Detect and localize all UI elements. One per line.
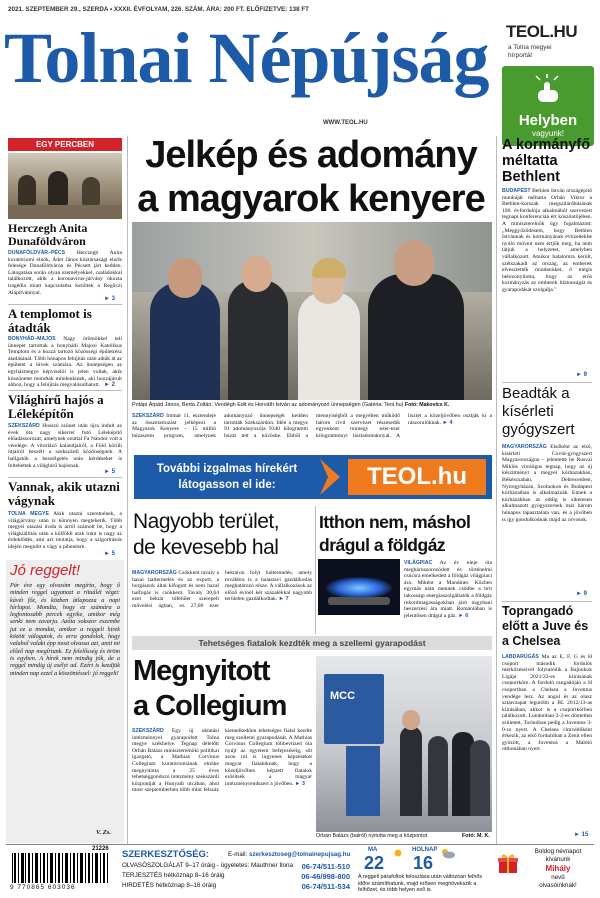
nameday-text-2: kívánunk — [545, 856, 571, 863]
hal-headline-2[interactable]: de kevesebb hal — [133, 536, 279, 559]
jo-reggelt-title: Jó reggelt! — [10, 562, 81, 579]
story-hajos-headline[interactable]: Világhírű hajós a Léleképítőn — [8, 392, 104, 421]
editorial-title: SZERKESZTŐSÉG: — [122, 849, 210, 860]
jo-reggelt-author: V. Zs. — [96, 829, 111, 836]
collegium-headline-2[interactable]: a Collegium — [133, 690, 287, 722]
gyogyszer-headline[interactable]: Beadták a kísérleti gyógyszert — [502, 385, 575, 438]
egy-percben-label: EGY PERCBEN — [8, 138, 122, 151]
barcode — [10, 853, 110, 887]
story-templom-headline[interactable]: A templomot is átadták — [8, 306, 92, 335]
story-herczegh-body: DUNAFÖLDVÁR–PÉCS Herczegh Anita kuratóriumi elnök, Áder János köztársasági elnök felesége Dunaföldváron és Pécsett járt kedden. Látogatása során olyan személyekkel, családokkal találkozott, akik a koronavírus-járvány okozta tragédia miatt kapcsolatba kerültek a Regőczi Alapítvánnyal. — [8, 250, 122, 296]
story-utazni-page[interactable]: ► 5 — [104, 551, 115, 557]
juve-headline[interactable]: Toprangadó előtt a Juve és a Chelsea — [502, 604, 589, 648]
collegium-caption: Orbán Balázs (balról) nyitotta meg a központot — [316, 833, 428, 839]
fold-body-right: VILÁGPIAC Az év eleje óta meghároszorozódott és történelmi csúcsra emelkedett a földgáz világpiaci ára. Miként a Mandiner. Közben egymás után mennek csődbe a brit lakossági energiaszolgáltatók a földgáz rekordmagasságokban járó nagybani beszerzési ára miatt. Romániában is jelentősen drágul a gáz. ► 6 — [404, 560, 492, 619]
sun-icon — [392, 846, 404, 858]
contact-row-2: TERJESZTÉS hétköznap 8–16 óráig 06-46/998-800 — [122, 872, 350, 881]
jo-reggelt-body: Pár éve egy olvasóm megírta, hogy ő minden reggel ugyanazt a rituálét végzi: kávét főz, és közben átlapozza a napi hírlapot. Mondta, hogy ez számára a legfontosabb percek egyike, amikor még senki nem zavarja. Azóta sokszor eszembe jut ez a mondat, amikor a reggeli hírek között válogatok, és arra gondolok, hogy valahol valaki épp most olvassa azt, amit mi előző nap megírtunk. Ez felelősség és öröm is egyben. A hírek nem mindig jók, de a reggel mindig új esélyt ad. Ezért is kezdjük minden nap ezzel a köszöntéssel: jó reggelt! — [10, 582, 120, 677]
bethlen-body: BUDAPEST Bethlen István országépítő munkáját méltatta Orbán Viktor a Bethlen-korszak megszilárdításának 100. évfordulója alkalmából szervezett tegnapi konferencián ért köszöntőjében. A miniszterelnök úgy fogalmazott: „Meggyőződésem, hogy Bethlen Istvánnak és kormányának évtizedekbe nyúló műveit nem értjük meg, ha nem látjuk a helyzetet, amelyben vállalkozott. Amikor hatalomra került, szétszakadt az ország, az emberek elvesztették mindenüket, ő mégis bebizonyította, hogy az erős kormányzás az emberek biztonságát és gyarapodását szolgálja.” — [502, 188, 592, 293]
juve-page[interactable]: ► 15 — [574, 832, 589, 838]
nameday-text-1: Boldog névnapot — [534, 848, 582, 855]
story-hajos-page[interactable]: ► 5 — [104, 469, 115, 475]
story-templom-body: BONYHÁD–MAJOS Nagy örömökkel teli ünnepet tartottak a bonyhádi Majosi Katolikus Templom és a hozzá tartozó közösségi épületrész átadásánál. Több hónapos felújítás után adták át az épületet a hívek számára. Az ünnepségen az egyházmegye képviselői is jelen voltak, akik köszönetet mondtak mindenkinek, aki hozzájárult ahhoz, hogy a felújítás megvalósulhatott. — [8, 336, 123, 389]
masthead-title: Tolnai Népújság — [4, 18, 489, 98]
contact-row-1: OLVASÓSZOLGÁLAT 9–17 óráig - ügyeletes: Mauthner Ilona 06-74/511-510 — [122, 862, 350, 871]
story-herczegh-headline[interactable]: Herczegh Anita Dunaföldváron — [8, 221, 88, 248]
bethlen-headline[interactable]: A kormányfő méltatta Bethlent — [502, 137, 591, 185]
weather-tomorrow-label: HOLNAP — [412, 847, 438, 853]
dateline: 2021. SZEPTEMBER 29., SZERDA • XXXII. ÉVFOLYAM, 226. SZÁM. ÁRA: 200 FT. ELŐFIZETVE: 138 FT — [8, 6, 310, 13]
helyben-text: Helyben — [518, 112, 578, 129]
promo-arrow-icon — [316, 459, 344, 495]
collegium-credit: Fotó: M. K. — [462, 833, 490, 839]
weather-today-label: MA — [368, 847, 378, 853]
teol-box[interactable] — [502, 22, 594, 144]
promo-text-1: További izgalmas hírekért — [156, 463, 298, 475]
hal-headline-1[interactable]: Nagyobb terület, — [133, 510, 280, 533]
barcode-number: 21226 — [92, 846, 109, 852]
gyogyszer-page[interactable]: ► 9 — [576, 591, 587, 597]
story-hajos-body: SZEKSZÁRD Hosszú szünet után újra indult az évek óta nagy sikerrel futó Léleképítő előadássorozat, amelynek ezúttal Fa Nándor volt a vendége. A vitorlázó kalandjairól, a Föld körüli útjairól beszélt a szekszárdi közönségnek. A hallgatók a beszélgetés után kérdéseket is feltehettek a világhírű hajósnak. — [8, 423, 122, 469]
nameday-name: Mihály — [545, 864, 571, 873]
main-photo — [132, 222, 492, 400]
masthead-url[interactable]: WWW.TEOL.HU — [323, 120, 368, 126]
story-utazni-body: TOLNA MEGYE Akik utazni szeretnének, a világjárvány után is könnyen megtehetik. Több megyei utazási iroda is arról számolt be, hogy a világkiállítás után a külföldi utak iránt is nagy az érdeklődés, ami azt mutatja, hogy a szigorítások idején megnőtt a vágy a pihenésre. — [8, 511, 122, 550]
bethlen-page[interactable]: ► 9 — [576, 372, 587, 378]
barcode-digits: 9 770865 603036 — [10, 884, 76, 891]
collegium-body: SZEKSZÁRD Egy új oktatási intézménnyel gyarapodott Tolna megye székhelye. Tegnap délelőtt Orbán Balázs miniszterelnöki politikai igazgató, a Mathias Corvinus Collegium kuratóriumának elnöke megnyitotta a 25 éves tehetséggondozó intézmény szekszárdi központját a Hunyadi utcában, ahol most szeptemberben több mint felszáz kiemelkedően tehetséges fiatal kezdte meg szellemi gyarapodását. A Mathias Corvinus Collegium többevtized óta nyújt az egyetem befejezéséig, sőt azon túl is ingyenes képzéseket magyar fiataloknak, hogy a közeljövőben képzett fiatalok erősítsék a magyar intézményrendszert a jövőben. ► 3 — [132, 728, 312, 794]
contact-row-3: HIRDETÉS hétköznap 8–16 óráig 06-74/511-534 — [122, 882, 350, 891]
main-headline-2[interactable]: a magyarok kenyere — [137, 178, 485, 220]
gyogyszer-body: MAGYARORSZÁG Elsőként az első, kísérleti Covid-gyógyszert Magyarországon – jelentette be Rusvai Miklós virológus tegnap, hogy az új készítményt a megyei kórházakban, Békéscsabán, Debrecenben, Nyíregyházán, Szolnokon és Budapest kórházaiban is alkalmazzák. Ennek a kórházakban az eddig is sikeresen alkalmazott gyógyszernek már három hónapos tapasztalata van, és a jövőben is így gondolkodnak majd az orvosok. — [502, 444, 592, 523]
collegium-photo: MCC — [316, 656, 492, 832]
teol-promo-banner[interactable] — [134, 455, 492, 499]
teol-logo: TEOL.HU — [506, 22, 578, 41]
herczegh-photo — [8, 153, 122, 219]
promo-text-2: látogasson el ide: — [178, 479, 276, 491]
collegium-headline-1[interactable]: Megnyitott — [133, 655, 270, 687]
weather-text: A reggeli párafoltok feloszlása után változóan felhős időre számíthatunk, majd erősen megnövekszik a felhőzet, és több helyen eső is. — [358, 874, 483, 894]
helyben-badge[interactable] — [502, 66, 594, 146]
hal-body: MAGYARORSZÁG Csökkent tavaly a hazai haltermelés és az export, a horgászok által kifogott és nem hazai halfogás is csökkent. Tavaly 30,64 ezer hektár tófelület szerepelt művelési ágban, ez 27,06 ezer hektáron folyt haltermelés, amely továbbra is a halastavi gazdálkodás meghatározó része. A vállalkozások az előző évinél két százalékkal nagyobb területen gazdálkodtak. ► 7 — [132, 570, 312, 609]
story-templom-page[interactable]: ► 2 — [104, 382, 115, 388]
fold-headline-1[interactable]: Itthon nem, máshol — [319, 512, 471, 532]
fold-headline-2[interactable]: drágul a földgáz — [319, 535, 446, 555]
weather-tomorrow-temp: 16 — [413, 853, 434, 873]
hand-tap-icon — [534, 74, 562, 104]
editorial-email[interactable]: E-mail: szerkesztoseg@tolnainepujsag.hu — [228, 851, 351, 858]
teol-tagline: a Tolna megyei hírportál — [508, 44, 552, 59]
story-utazni-headline[interactable]: Vannak, akik utazni vágynak — [8, 479, 120, 508]
main-headline-1[interactable]: Jelkép és adomány — [145, 134, 477, 176]
collegium-kicker: Tehetséges fiatalok kezdték meg a szellemi gyarapodást — [132, 636, 492, 650]
juve-body: LABDARÚGÁS Ma az E, F, G és H csoport második fordulós mérkőzéseivel folytatódik a Bajnokok Ligája 2021/22-es kiírásának csoportköre. A forduló rangadóján a H csoportban a Chelsea a Juventus vendége lesz. Az angol és az olasz sztárcsapat legutóbb a BL 2012/13-as kiírásában, akkor is a csoportkörben találkozott, Londonban 2-2-es döntetlen született, Torinóban pedig a Juventus 3-0-ra nyert. A Chelsea címvédőként érkezik, az első fordulóban a Zenit ellen győzött, a Juventus a Malmö otthonában nyert. — [502, 654, 592, 753]
helyben-subtext: vagyunk! — [531, 129, 565, 138]
gift-icon — [497, 852, 519, 874]
promo-logo: TEOL.hu — [348, 459, 486, 495]
story-herczegh-page[interactable]: ► 3 — [104, 296, 115, 302]
cloud-icon — [440, 846, 456, 858]
main-photo-caption: Potápi Árpád János, Berta Zoltán, Vendégh Edit és Horváth István az adományozó ünnepségen (Galéria: Teol.hu) Fotó: Makovics K. — [132, 402, 450, 408]
nameday-text-3: nevű — [551, 874, 565, 881]
main-story-body: SZEKSZÁRD Immár 11. esztendeje az összetartozást jelképezi a Magyarok Kenyere – 15 millió búzaszem program, amelynek adományozó ünnepségét kedden tartották Szekszárdon. Idén a megye 91 adományozója 9340 kilogramm búzát tett a közösbe. Ebből a mennyiségből a megyében működő három civil szervezet részesedik egyenként mintegy ezer-ezer kilogrammnyi lisztadománnyal. A lisztet a közeljövőben osztják ki a rászorulóknak. ► 4 — [132, 413, 492, 439]
weather-today-temp: 22 — [364, 853, 385, 873]
nameday-text-4: olvasóinknak! — [539, 882, 577, 889]
